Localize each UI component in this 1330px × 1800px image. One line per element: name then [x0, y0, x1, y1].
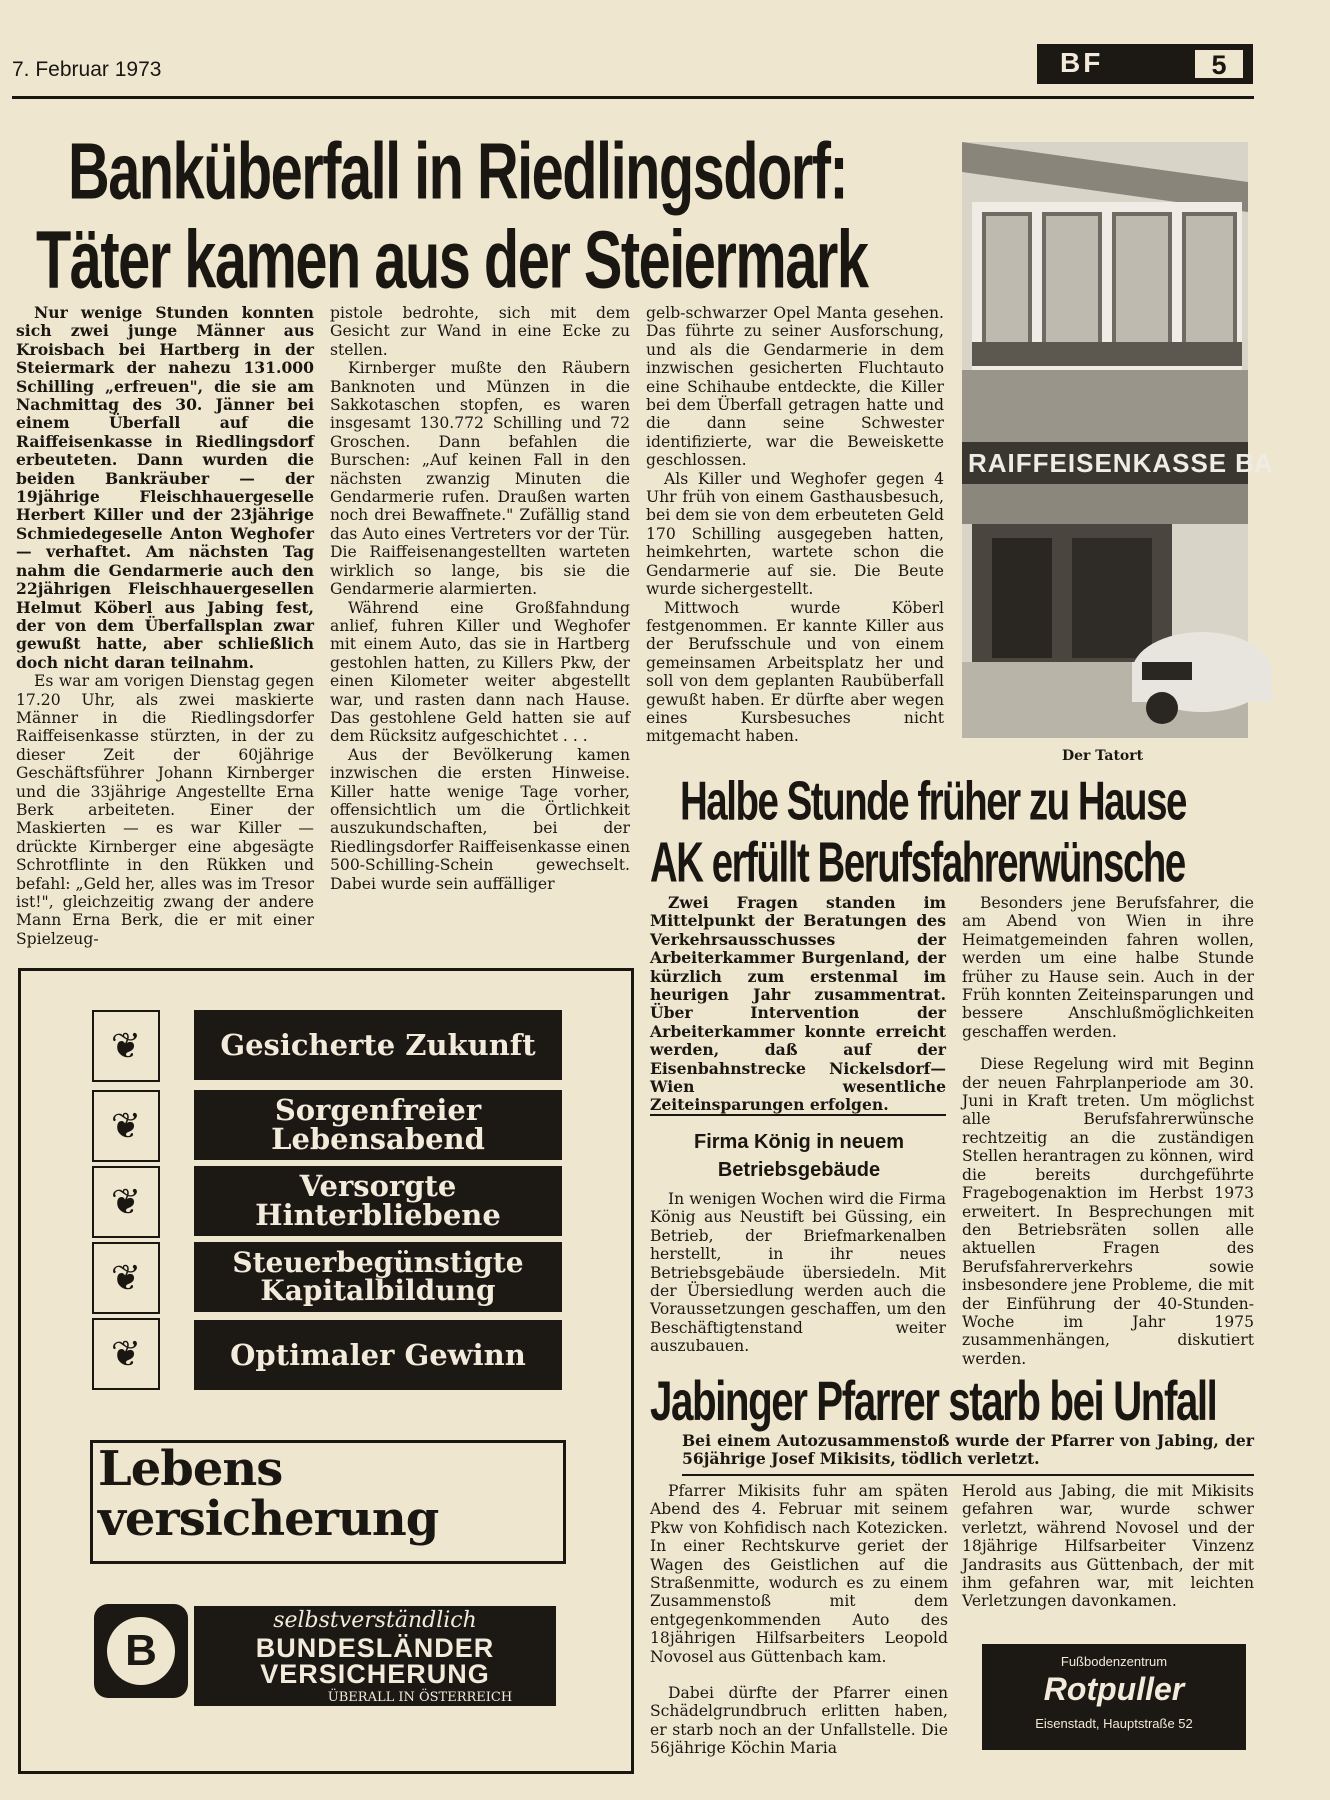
jabing-col-2	[962, 1482, 1254, 1611]
rotpuller-ad	[982, 1644, 1246, 1750]
photo-caption: Der Tatort	[1062, 748, 1144, 764]
main-story-lead: Nur wenige Stunden konnten sich zwei junge Männer aus Kroisbach bei Hartberg in der Steiermark der nahezu 131.000 Schilling „erfreuen", die sie am Nachmittag des 30. Jänner bei einem Überfall auf die Raiffeisenkasse in Riedlingsdorf erbeuteten. Dann wurden die beiden Bankräuber — der 19jährige Fleischhauergeselle Herbert Killer und der 23jährige Schmiedegeselle Anton Weghofer — verhaftet. Am nächsten Tag nahm die Gendarmerie auch den 22jährigen Fleischhauergesellen Helmut Köberl aus Jabing fest, der von dem Überfallsplan zwar gewußt hatte, aber schließlich doch nicht daran teilnahm.	[16, 303, 314, 672]
main-headline-2: Täter kamen aus der Steiermark	[36, 213, 868, 306]
koenig-headline: Firma König in neuem Betriebsgebäude	[693, 1131, 905, 1181]
ad-row-5-icon-box	[92, 1318, 160, 1390]
shield-icon	[107, 1617, 175, 1685]
ad-row-3-icon-box	[92, 1166, 160, 1238]
ad-row-1-label: Gesicherte Zukunft	[194, 1010, 562, 1080]
main-story-col3-para-1: gelb-schwarzer Opel Manta gesehen. Das führte zu seiner Ausforschung, und als die Gendarmerie in dem inzwischen gesicherten Fluchtauto eine Schihaube entdeckte, die Killer bei dem Überfall getragen hatte und die dann seine Schwester identifizierte, war die Beweiskette geschlossen.	[646, 304, 944, 470]
koenig-story-para: In wenigen Wochen wird die Firma König aus Neustift bei Güssing, ein Betrieb, der Briefmarkenalben herstellt, in ihr neues Betriebsgebäude übersiedeln. Mit der Übersiedlung werden auch die Voraussetzungen geschaffen, um den Beschäftigtenstand weiter auszubauen.	[650, 1190, 946, 1356]
bank-sign-extra: BA	[1235, 447, 1273, 478]
ad-row-5-label: Optimaler Gewinn	[194, 1320, 562, 1390]
rotpuller-line-1: Fußbodenzentrum	[1060, 1654, 1168, 1669]
main-story-col3-para-2: Als Killer und Weghofer gegen 4 Uhr früh von einem Gasthausbesuch, bei dem sie von dem erbeuteten Geld 170 Schilling ausgegeben hatten, heimkehrten, wartete schon die Gendarmerie auf sie. Die Beute wurde sichergestellt.	[646, 469, 944, 599]
bank-building-illustration	[962, 142, 1248, 738]
ak-headline-2: AK erfüllt Berufsfahrerwünsche	[650, 831, 1185, 895]
main-story-col2-para-3: Während eine Großfahndung anlief, fuhren Killer und Weghofer mit einem Auto, das sie in Hartberg gestohlen hatten, zu Killers Pkw, der einen Kilometer weiter abgestellt war, und rasten dann nach Hause. Das gestohlene Geld hatten sie auf dem Rücksitz aufgeschichtet . . .	[330, 598, 630, 746]
main-headline-1: Banküberfall in Riedlingsdorf:	[68, 127, 848, 217]
ak-story-lead: Zwei Fragen standen im Mittelpunkt der Beratungen des Verkehrsausschusses der Arbeiterkammer Burgenland, der kürzlich zum erstenmal im heurigen Jahr zusammentrat. Über Intervention der Arbeiterkammer konnte erreicht werden, daß auf der Eisenbahnstrecke Nickelsdorf—Wien wesentliche Zeiteinsparungen erfolgen.	[650, 893, 946, 1115]
koenig-story-col	[650, 1190, 946, 1356]
leaf-icon: ❦	[110, 1333, 142, 1375]
ak-story-col-2	[962, 894, 1254, 1368]
main-story-col1-para: Es war am vorigen Dienstag gegen 17.20 Uhr, als zwei maskierte Männer in die Riedlingsdorfer Raiffeisenkasse stürzten, in der zu dieser Zeit der 60jährige Geschäftsführer Johann Kirnberger und die 33jährige Angestellte Erna Berk arbeiteten. Einer der Maskierten — es war Killer — drückte Kirnberger eine abgesägte Schrotflinte in den Rükken und befahl: „Geld her, alles was im Tresor ist!", gleichzeitig zwang der andere Mann Erna Berk, die er mit einer Spielzeug-	[16, 672, 314, 948]
bundeslaender-logo	[94, 1604, 188, 1698]
jabing-lead-text: Bei einem Autozusammenstoß wurde der Pfarrer von Jabing, der 56jährige Josef Mikisits, tödlich verletzt.	[682, 1431, 1254, 1469]
ad-row-2-label: Sorgenfreier Lebensabend	[194, 1090, 562, 1160]
jabing-col1-para-1: Pfarrer Mikisits fuhr am späten Abend des 4. Februar mit seinem Pkw von Kohfidisch nach Kotezicken. In einer Rechtskurve geriet der Wagen des Geistlichen auf die Straßenmitte, wodurch es zu einem Zusammenstoß mit dem entgegenkommenden Auto des 18jährigen Hilfsarbeiters Leopold Novosel aus Güttenbach kam.	[650, 1482, 948, 1666]
main-story-col-1	[16, 304, 314, 948]
ak-headline-1: Halbe Stunde früher zu Hause	[680, 771, 1186, 832]
page-number: 5	[1193, 48, 1245, 80]
leaf-icon: ❦	[110, 1181, 142, 1223]
ad-row-4-icon-box	[92, 1242, 160, 1314]
jabing-headline: Jabinger Pfarrer starb bei Unfall	[650, 1369, 1217, 1432]
ad-row-3-label: Versorgte Hinterbliebene	[194, 1166, 562, 1236]
jabing-col2-para-1: Herold aus Jabing, die mit Mikisits gefahren war, wurde schwer verletzt, während Novosel und der 18jährige Hilfsarbeiter Vinzenz Jandrasits aus Güttenbach, der mit ihm gefahren war, mit leichten Verletzungen davonkamen.	[962, 1482, 1254, 1611]
logo-letter: B	[125, 1626, 157, 1675]
bank-sign	[962, 442, 1273, 484]
bank-sign-text: RAIFFEISENKASSE	[968, 447, 1228, 478]
product-name: Lebens versicherung	[98, 1441, 439, 1547]
ad-script-line: selbstverständlich	[273, 1608, 477, 1633]
section-label: BF	[1060, 47, 1104, 78]
main-story-col2-para-4: Aus der Bevölkerung kamen inzwischen die ersten Hinweise. Killer hatte wenige Tage vorher, offensichtlich um die Örtlichkeit auszukundschaften, bei der Riedlingsdorfer Raiffeisenkasse einen 500-Schilling-Schein gewechselt. Dabei wurde sein auffälliger	[330, 745, 630, 893]
main-story-col-2	[330, 304, 630, 893]
main-story-col3-para-3: Mittwoch wurde Köberl festgenommen. Er kannte Killer aus der Berufsschule und von einem gemeinsamen Arbeitsplatz her und soll von dem geplanten Raubüberfall gewußt haben. Er dürfte aber wegen eines Kursbesuches nicht mitgemacht haben.	[646, 598, 944, 746]
issue-date: 7. Februar 1973	[12, 58, 162, 81]
bundeslaender-wordmark	[194, 1606, 556, 1706]
ad-row-2-icon-box	[92, 1090, 160, 1162]
crime-scene-photo	[962, 142, 1273, 738]
masthead-rule	[12, 96, 1254, 99]
jabing-lead-rule	[682, 1474, 1254, 1476]
koenig-top-rule	[650, 1114, 946, 1116]
ad-row-4-label: Steuerbegünstigte Kapitalbildung	[194, 1242, 562, 1312]
leaf-icon: ❦	[110, 1105, 142, 1147]
ak-story-para-1: Besonders jene Berufsfahrer, die am Abend von Wien in ihre Heimatgemeinden fahren wollen, werden um eine halbe Stunde früher zu Hause sein. Auch in der Früh konnten Zeiteinsparungen und bessere Anschlußmöglichkeiten geschaffen werden.	[962, 894, 1254, 1041]
ak-story-para-2: Diese Regelung wird mit Beginn der neuen Fahrplanperiode am 30. Juni in Kraft treten. Um möglichst alle Berufsfahrerwünsche rechtzeitig an die zuständigen Stellen herantragen zu können, wird die bereits durchgeführte Fragebogenaktion im Herbst 1973 erweitert. In Besprechungen mit den Betriebsräten sollen alle aktuellen Fragen des Berufsfahrerverkehrs sowie insbesondere jene Probleme, die mit der Einführung der 40-Stunden-Woche im Jahr 1975 zusammenhängen, diskutiert werden.	[962, 1055, 1254, 1368]
ad-tagline: ÜBERALL IN ÖSTERREICH	[327, 1690, 513, 1705]
jabing-lead	[682, 1432, 1254, 1469]
jabing-col-1	[650, 1482, 948, 1758]
jabing-col1-para-2: Dabei dürfte der Pfarrer einen Schädelgrundbruch erlitten haben, er starb noch an der Unfallstelle. Die 56jährige Köchin Maria	[650, 1684, 948, 1758]
leaf-icon: ❦	[110, 1257, 142, 1299]
leaf-icon: ❦	[110, 1025, 142, 1067]
rotpuller-name: Rotpuller	[1043, 1671, 1185, 1707]
main-story-col2-para-2: Kirnberger mußte den Räubern Banknoten und Münzen in die Sakkotaschen stopfen, es waren insgesamt 130.772 Schilling und 72 Groschen. Dann befahlen die Burschen: „Auf keinen Fall in den nächsten zwanzig Minuten die Gendarmerie rufen. Draußen warten noch drei Bewaffnete." Zufällig stand das Auto eines Vertreters vor der Tür. Die Raiffeisenangestellten warteten wirklich so lange, bis sie die Gendarmerie alarmierten.	[330, 359, 630, 599]
main-story-col-3	[646, 304, 944, 746]
ad-brand-name: BUNDESLÄNDER VERSICHERUNG	[255, 1633, 495, 1689]
ad-row-1-icon-box	[92, 1010, 160, 1082]
main-story-col2-para-1: pistole bedrohte, sich mit dem Gesicht zur Wand in eine Ecke zu stellen.	[330, 304, 630, 359]
ak-story-col-1	[650, 894, 946, 1115]
rotpuller-address: Eisenstadt, Hauptstraße 52	[1035, 1716, 1193, 1731]
